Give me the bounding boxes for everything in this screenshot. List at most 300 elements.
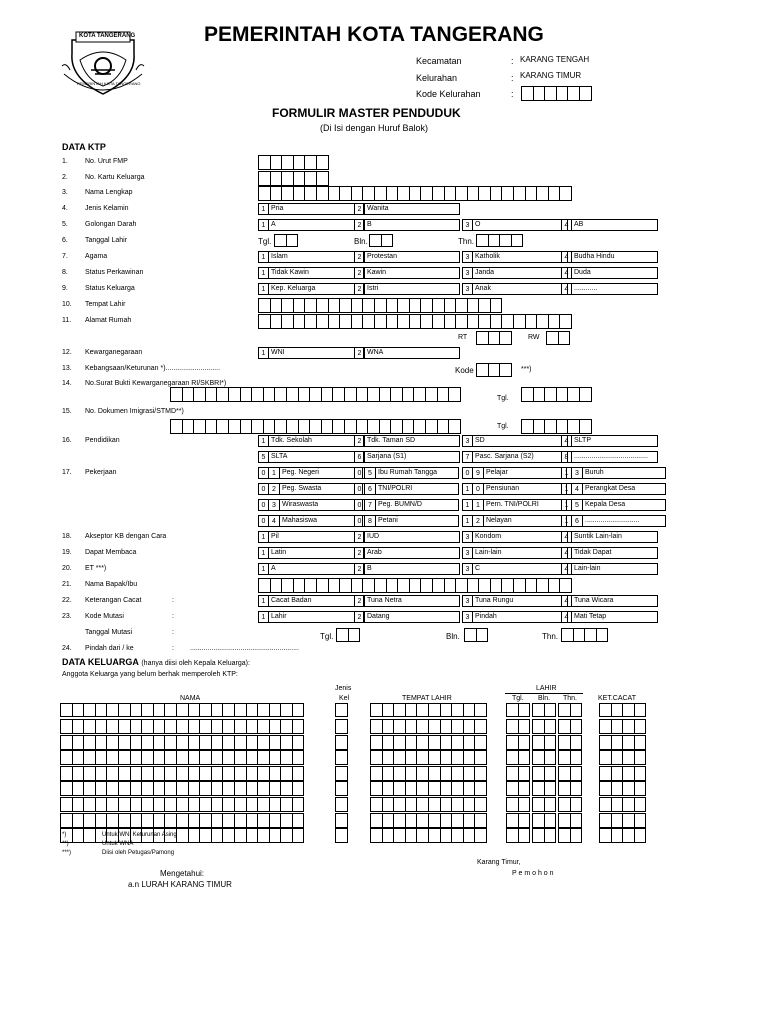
- footnote-text: Untuk WNI Keturunan Asing: [102, 832, 177, 838]
- option-r4-1[interactable]: [258, 203, 364, 215]
- nama-bapak-ibu-field[interactable]: [258, 578, 572, 593]
- option-r7-4[interactable]: [561, 251, 658, 263]
- option-r20-2[interactable]: [354, 563, 460, 575]
- input-cell[interactable]: [634, 703, 647, 717]
- input-cell[interactable]: [558, 331, 571, 345]
- input-cell[interactable]: [474, 828, 487, 843]
- option-code: 4: [561, 283, 572, 295]
- alamat-field-1[interactable]: [258, 314, 572, 329]
- option-label: Tidak Dapat: [572, 547, 658, 559]
- fam-jenis-kel-field[interactable]: [335, 735, 348, 750]
- option-r17c-4[interactable]: [561, 499, 666, 511]
- fam-jenis-kel-field[interactable]: [335, 813, 348, 828]
- option-r9-1[interactable]: [258, 283, 364, 295]
- option-r16b-4[interactable]: [561, 451, 658, 463]
- input-cell[interactable]: [570, 703, 583, 717]
- input-cell[interactable]: [634, 781, 647, 796]
- option-r16a-4[interactable]: [561, 435, 658, 447]
- tgl-lahir-day[interactable]: [274, 234, 298, 247]
- option-r23-2[interactable]: [354, 611, 460, 623]
- fam-jenis-kel-field[interactable]: [335, 797, 348, 812]
- thn-label: Thn.: [458, 237, 475, 246]
- no-dokumen-tgl-field[interactable]: [521, 419, 592, 434]
- input-cell[interactable]: [490, 298, 503, 313]
- input-cell[interactable]: [544, 813, 557, 828]
- fam-ket-cacat-field[interactable]: [599, 797, 646, 812]
- no-kk-field[interactable]: [258, 171, 329, 186]
- option-r7-2[interactable]: [354, 251, 460, 263]
- field-label-l17: Pekerjaan: [85, 469, 117, 476]
- option-label: Tuna Rungu: [473, 595, 568, 607]
- row-number: 8.: [62, 269, 68, 276]
- row-number: 14.: [62, 380, 72, 387]
- input-cell[interactable]: [335, 797, 348, 812]
- option-label: Pensiunan: [484, 483, 567, 495]
- option-label: Lain-lain: [473, 547, 568, 559]
- option-r16b-2[interactable]: [354, 451, 460, 463]
- row-number: 21.: [62, 581, 72, 588]
- input-cell[interactable]: [518, 797, 531, 812]
- option-code: 3: [269, 499, 280, 511]
- input-cell[interactable]: [579, 86, 592, 101]
- input-cell[interactable]: [544, 766, 557, 781]
- option-r17a-1[interactable]: [258, 467, 363, 479]
- tgl-lahir-month[interactable]: [369, 234, 393, 247]
- field-label-l2: No. Kartu Keluarga: [85, 174, 145, 181]
- fam-ket-cacat-field[interactable]: [599, 750, 646, 765]
- input-cell[interactable]: [518, 813, 531, 828]
- option-label: TNI/POLRI: [376, 483, 459, 495]
- fam-jenis-kel-field[interactable]: [335, 750, 348, 765]
- option-code: 2: [354, 435, 365, 447]
- fam-thn-field[interactable]: [558, 750, 582, 765]
- rt-label: RT: [458, 334, 468, 341]
- fam-nama-field[interactable]: [60, 735, 304, 750]
- input-cell[interactable]: [544, 781, 557, 796]
- nama-lengkap-field[interactable]: [258, 186, 572, 201]
- option-code: 4: [561, 267, 572, 279]
- option-r18-3[interactable]: [462, 531, 568, 543]
- tgl-mutasi-year[interactable]: [561, 628, 608, 642]
- fam-tgl-field[interactable]: [506, 781, 530, 796]
- option-r17b-2[interactable]: [354, 483, 459, 495]
- fam-ket-cacat-field[interactable]: [599, 828, 646, 843]
- fam-bln-field[interactable]: [532, 766, 556, 781]
- input-cell[interactable]: [579, 387, 592, 402]
- fam-tempat-lahir-field[interactable]: [370, 781, 487, 796]
- kode-kelurahan-field[interactable]: [521, 86, 592, 101]
- option-r20-4[interactable]: [561, 563, 658, 575]
- option-r22-1[interactable]: [258, 595, 364, 607]
- option-code: 2: [354, 531, 365, 543]
- option-r22-2[interactable]: [354, 595, 460, 607]
- fam-tgl-field[interactable]: [506, 750, 530, 765]
- fam-thn-field[interactable]: [558, 766, 582, 781]
- input-cell[interactable]: [335, 828, 348, 843]
- input-cell[interactable]: [579, 419, 592, 434]
- option-r5-4[interactable]: [561, 219, 658, 231]
- input-cell[interactable]: [292, 781, 305, 796]
- fam-tempat-lahir-field[interactable]: [370, 750, 487, 765]
- input-cell[interactable]: [335, 750, 348, 765]
- input-cell[interactable]: [335, 781, 348, 796]
- input-cell[interactable]: [634, 750, 647, 765]
- option-code: 0: [473, 483, 484, 495]
- field-label-l5: Golongan Darah: [85, 221, 137, 228]
- option-r17a-2[interactable]: [354, 467, 459, 479]
- input-cell[interactable]: [448, 387, 461, 402]
- option-r19-4[interactable]: [561, 547, 658, 559]
- field-label-l9: Status Keluarga: [85, 285, 135, 292]
- option-r22-4[interactable]: [561, 595, 658, 607]
- option-code: 1: [258, 435, 269, 447]
- option-r19-1[interactable]: [258, 547, 364, 559]
- input-cell[interactable]: [286, 234, 299, 247]
- form-title: FORMULIR MASTER PENDUDUK: [272, 106, 461, 120]
- option-r18-1[interactable]: [258, 531, 364, 543]
- tgl-mutasi-day[interactable]: [336, 628, 360, 642]
- form-subtitle: (Di Isi dengan Huruf Balok): [320, 123, 429, 133]
- fam-nama-field[interactable]: [60, 750, 304, 765]
- input-cell[interactable]: [570, 719, 583, 734]
- no-surat-tgl-field[interactable]: [521, 387, 592, 402]
- option-code: 1: [258, 203, 269, 215]
- input-cell[interactable]: [292, 813, 305, 828]
- tempat-lahir-field[interactable]: [258, 298, 502, 313]
- input-cell[interactable]: [292, 719, 305, 734]
- fam-tgl-field[interactable]: [506, 766, 530, 781]
- option-r17d-1[interactable]: [258, 515, 363, 527]
- option-label: Anak: [473, 283, 568, 295]
- input-cell[interactable]: [381, 234, 394, 247]
- input-cell[interactable]: [570, 828, 583, 843]
- input-cell[interactable]: [559, 186, 572, 201]
- option-r12-2[interactable]: [354, 347, 460, 359]
- input-cell[interactable]: [335, 719, 348, 734]
- input-cell[interactable]: [518, 750, 531, 765]
- option-code: 4: [561, 595, 572, 607]
- option-r23-4[interactable]: [561, 611, 658, 623]
- input-cell[interactable]: [570, 735, 583, 750]
- option-r17d-3[interactable]: [462, 515, 567, 527]
- field-label-l23b: Tanggal Mutasi: [85, 629, 133, 636]
- input-cell[interactable]: [448, 419, 461, 434]
- option-r5-1[interactable]: [258, 219, 364, 231]
- tgl-mutasi-month[interactable]: [464, 628, 488, 642]
- fam-bln-field[interactable]: [532, 781, 556, 796]
- option-r8-2[interactable]: [354, 267, 460, 279]
- fam-bln-field[interactable]: [532, 735, 556, 750]
- option-code: 2: [354, 611, 365, 623]
- option-r5-2[interactable]: [354, 219, 460, 231]
- fam-nama-field[interactable]: [60, 719, 304, 734]
- input-cell[interactable]: [634, 828, 647, 843]
- kode-field[interactable]: [476, 363, 512, 377]
- fam-tempat-lahir-field[interactable]: [370, 766, 487, 781]
- option-label: Lain-lain: [572, 563, 658, 575]
- fam-nama-field[interactable]: [60, 828, 304, 843]
- fam-tempat-lahir-field[interactable]: [370, 797, 487, 812]
- rt-field[interactable]: [476, 331, 512, 345]
- page-title: PEMERINTAH KOTA TANGERANG: [204, 23, 544, 46]
- option-r17b-3[interactable]: [462, 483, 567, 495]
- option-label: Islam: [269, 251, 364, 263]
- input-cell[interactable]: [335, 703, 348, 717]
- tgl-lahir-year[interactable]: [476, 234, 523, 247]
- option-r16a-2[interactable]: [354, 435, 460, 447]
- option-label: Peg. Swasta: [280, 483, 363, 495]
- input-cell[interactable]: [474, 797, 487, 812]
- fam-tgl-field[interactable]: [506, 735, 530, 750]
- fam-ket-cacat-header-box: [599, 703, 646, 717]
- input-cell[interactable]: [474, 750, 487, 765]
- option-r9-3[interactable]: [462, 283, 568, 295]
- colon: :: [172, 597, 174, 604]
- option-code: 1: [258, 611, 269, 623]
- kecamatan-label: Kecamatan: [416, 56, 462, 66]
- input-cell[interactable]: [474, 766, 487, 781]
- option-r16b-1[interactable]: [258, 451, 364, 463]
- field-label-l10: Tempat Lahir: [85, 301, 126, 308]
- option-code: 4: [561, 219, 572, 231]
- input-cell[interactable]: [292, 797, 305, 812]
- row-number: 22.: [62, 597, 72, 604]
- option-r23-3[interactable]: [462, 611, 568, 623]
- footnote-mark: **): [62, 841, 69, 847]
- fam-jenis-kel-field[interactable]: [335, 828, 348, 843]
- option-label: Protestan: [365, 251, 460, 263]
- option-r17b-4[interactable]: [561, 483, 666, 495]
- option-label: Kondom: [473, 531, 568, 543]
- option-r20-3[interactable]: [462, 563, 568, 575]
- input-cell[interactable]: [570, 750, 583, 765]
- fam-thn-field[interactable]: [558, 719, 582, 734]
- input-cell[interactable]: [570, 797, 583, 812]
- input-cell[interactable]: [570, 813, 583, 828]
- input-cell[interactable]: [316, 171, 329, 186]
- tgl-label: Tgl.: [258, 237, 272, 246]
- option-r9-2[interactable]: [354, 283, 460, 295]
- input-cell[interactable]: [335, 813, 348, 828]
- fam-tgl-field[interactable]: [506, 813, 530, 828]
- option-r19-3[interactable]: [462, 547, 568, 559]
- input-cell[interactable]: [634, 766, 647, 781]
- option-r5-3[interactable]: [462, 219, 568, 231]
- input-cell[interactable]: [292, 735, 305, 750]
- fam-thn-field[interactable]: [558, 781, 582, 796]
- input-cell[interactable]: [474, 735, 487, 750]
- option-label: ............: [572, 283, 658, 295]
- fam-nama-field[interactable]: [60, 781, 304, 796]
- fam-tempat-lahir-field[interactable]: [370, 813, 487, 828]
- field-label-l7: Agama: [85, 253, 108, 260]
- input-cell[interactable]: [292, 750, 305, 765]
- option-code: 2: [473, 515, 484, 527]
- option-label: B: [365, 563, 460, 575]
- option-code: 1: [258, 283, 269, 295]
- fam-tempat-lahir-field[interactable]: [370, 719, 487, 734]
- keluarga-title-note: (hanya diisi oleh Kepala Keluarga):: [141, 660, 250, 667]
- input-cell[interactable]: [292, 766, 305, 781]
- input-cell[interactable]: [544, 797, 557, 812]
- field-label-l13: Kebangsaan/Keturunan *)............................: [85, 365, 221, 372]
- input-cell[interactable]: [474, 781, 487, 796]
- input-cell[interactable]: [518, 828, 531, 843]
- input-cell[interactable]: [570, 781, 583, 796]
- option-code: 4: [561, 611, 572, 623]
- option-label: Perangkat Desa: [583, 483, 666, 495]
- option-code: 1: [561, 499, 572, 511]
- fam-jenis-kel-field[interactable]: [335, 766, 348, 781]
- option-r17c-2[interactable]: [354, 499, 459, 511]
- option-r17a-3[interactable]: [462, 467, 567, 479]
- input-cell[interactable]: [544, 750, 557, 765]
- fam-ket-cacat-field[interactable]: [599, 719, 646, 734]
- option-r8-1[interactable]: [258, 267, 364, 279]
- option-label: Istri: [365, 283, 460, 295]
- option-code: 1: [258, 563, 269, 575]
- option-r9-4[interactable]: [561, 283, 658, 295]
- option-r16a-3[interactable]: [462, 435, 568, 447]
- fam-ket-cacat-field[interactable]: [599, 735, 646, 750]
- option-r4-2[interactable]: [354, 203, 460, 215]
- input-cell[interactable]: [348, 628, 361, 642]
- input-cell[interactable]: [518, 735, 531, 750]
- input-cell[interactable]: [544, 719, 557, 734]
- option-r18-4[interactable]: [561, 531, 658, 543]
- option-r16a-1[interactable]: [258, 435, 364, 447]
- fam-ket-cacat-field[interactable]: [599, 813, 646, 828]
- input-cell[interactable]: [634, 813, 647, 828]
- input-cell[interactable]: [559, 314, 572, 329]
- fam-thn-field[interactable]: [558, 735, 582, 750]
- option-r19-2[interactable]: [354, 547, 460, 559]
- input-cell[interactable]: [544, 703, 557, 717]
- option-r22-3[interactable]: [462, 595, 568, 607]
- option-r17b-1[interactable]: [258, 483, 363, 495]
- fam-thn-field[interactable]: [558, 813, 582, 828]
- input-cell[interactable]: [292, 828, 305, 843]
- option-r8-3[interactable]: [462, 267, 568, 279]
- option-label: A: [269, 563, 364, 575]
- no-dokumen-field[interactable]: [170, 419, 461, 434]
- input-cell[interactable]: [474, 813, 487, 828]
- option-r23-1[interactable]: [258, 611, 364, 623]
- fam-nama-field[interactable]: [60, 766, 304, 781]
- fam-tempat-lahir-field[interactable]: [370, 735, 487, 750]
- input-cell[interactable]: [634, 797, 647, 812]
- input-cell[interactable]: [518, 781, 531, 796]
- no-urut-field[interactable]: [258, 155, 329, 170]
- input-cell[interactable]: [511, 234, 524, 247]
- bln-label: Bln.: [354, 237, 368, 246]
- option-label: Kepala Desa: [583, 499, 666, 511]
- input-cell[interactable]: [518, 703, 531, 717]
- option-r20-1[interactable]: [258, 563, 364, 575]
- option-label: WNI: [269, 347, 364, 359]
- fam-ket-cacat-field[interactable]: [599, 766, 646, 781]
- input-cell[interactable]: [544, 735, 557, 750]
- option-r17d-2[interactable]: [354, 515, 459, 527]
- section-title: DATA KTP: [62, 142, 106, 152]
- option-r17d-4[interactable]: [561, 515, 666, 527]
- input-cell[interactable]: [316, 155, 329, 170]
- input-cell[interactable]: [634, 719, 647, 734]
- input-cell[interactable]: [292, 703, 305, 717]
- option-code: 5: [365, 467, 376, 479]
- option-r7-3[interactable]: [462, 251, 568, 263]
- option-r18-2[interactable]: [354, 531, 460, 543]
- option-label: A: [269, 219, 364, 231]
- fam-bln-field[interactable]: [532, 813, 556, 828]
- option-r17a-4[interactable]: [561, 467, 666, 479]
- input-cell[interactable]: [544, 828, 557, 843]
- option-label: Cacat Badan: [269, 595, 364, 607]
- option-r16b-3[interactable]: [462, 451, 568, 463]
- option-r8-4[interactable]: [561, 267, 658, 279]
- input-cell[interactable]: [335, 766, 348, 781]
- fam-thn-field[interactable]: [558, 828, 582, 843]
- fam-nama-field[interactable]: [60, 813, 304, 828]
- footnote-mark: *): [62, 832, 67, 838]
- row-number: 19.: [62, 549, 72, 556]
- field-label-l16: Pendidikan: [85, 437, 120, 444]
- input-cell[interactable]: [499, 363, 512, 377]
- option-r17c-1[interactable]: [258, 499, 363, 511]
- input-cell[interactable]: [335, 735, 348, 750]
- fam-tempat-lahir-field[interactable]: [370, 828, 487, 843]
- input-cell[interactable]: [474, 703, 487, 717]
- option-code: 1: [462, 483, 473, 495]
- no-surat-field[interactable]: [170, 387, 461, 402]
- option-label: Mati Tetap: [572, 611, 658, 623]
- rw-field[interactable]: [546, 331, 570, 345]
- input-cell[interactable]: [596, 628, 609, 642]
- fam-jenis-kel-field[interactable]: [335, 781, 348, 796]
- input-cell[interactable]: [474, 719, 487, 734]
- option-r12-1[interactable]: [258, 347, 364, 359]
- col-head-nama: NAMA: [180, 695, 201, 702]
- input-cell[interactable]: [476, 628, 489, 642]
- fam-jenis-kel-field[interactable]: [335, 719, 348, 734]
- input-cell[interactable]: [518, 766, 531, 781]
- col-head-bln: Bln.: [538, 695, 551, 702]
- fam-ket-cacat-field[interactable]: [599, 781, 646, 796]
- input-cell[interactable]: [634, 735, 647, 750]
- option-r17c-3[interactable]: [462, 499, 567, 511]
- option-label: Nelayan: [484, 515, 567, 527]
- fam-tgl-field[interactable]: [506, 828, 530, 843]
- input-cell[interactable]: [559, 578, 572, 593]
- input-cell[interactable]: [570, 766, 583, 781]
- fam-nama-field[interactable]: [60, 797, 304, 812]
- field-label-l3: Nama Lengkap: [85, 189, 133, 196]
- input-cell[interactable]: [499, 331, 512, 345]
- field-label-l21: Nama Bapak/Ibu: [85, 581, 138, 588]
- fam-bln-field[interactable]: [532, 719, 556, 734]
- fam-tgl-field[interactable]: [506, 719, 530, 734]
- row-number: 7.: [62, 253, 68, 260]
- input-cell[interactable]: [518, 719, 531, 734]
- fam-tgl-field[interactable]: [506, 797, 530, 812]
- option-r7-1[interactable]: [258, 251, 364, 263]
- tgl-mutasi-bln-label: Bln.: [446, 632, 460, 641]
- fam-bln-field[interactable]: [532, 750, 556, 765]
- fam-bln-field[interactable]: [532, 797, 556, 812]
- option-code: 1: [258, 347, 269, 359]
- fam-bln-field[interactable]: [532, 828, 556, 843]
- fam-thn-field[interactable]: [558, 797, 582, 812]
